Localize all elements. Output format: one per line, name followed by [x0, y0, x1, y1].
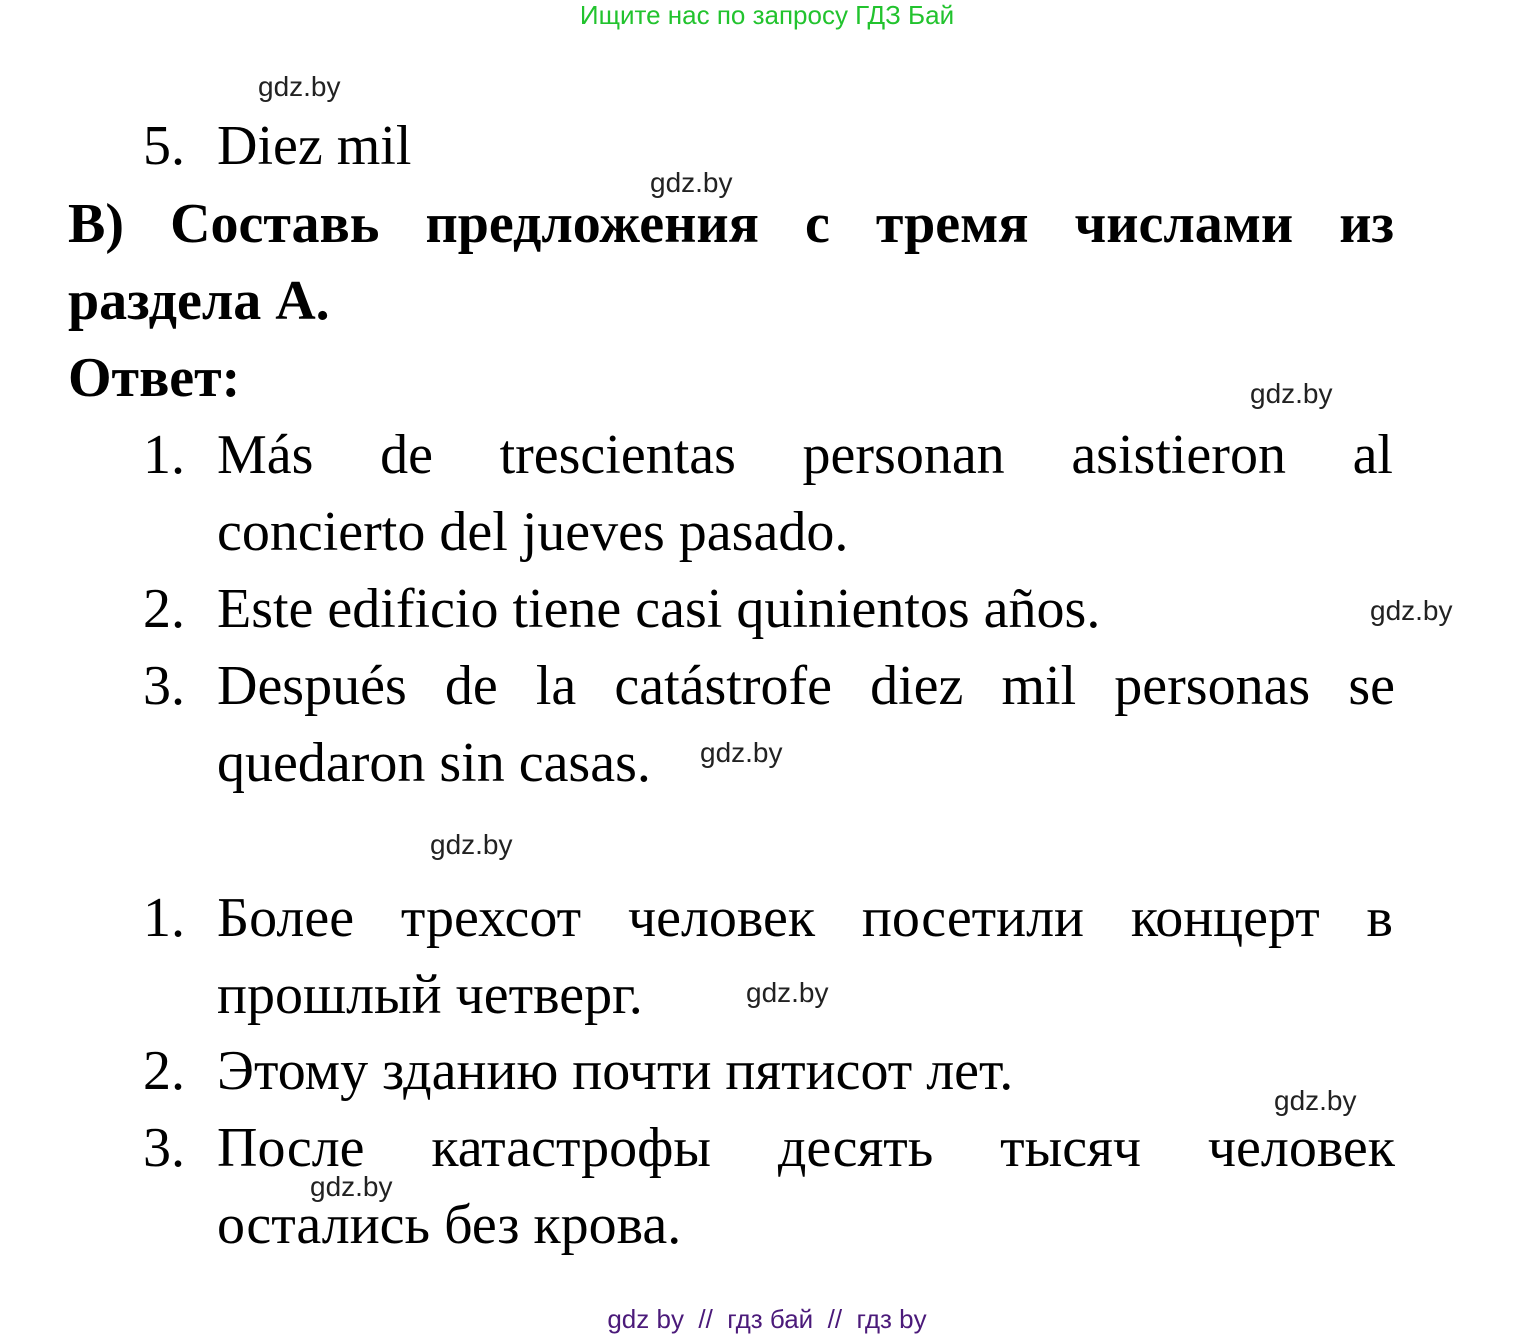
- russian-sentence-1-line2: прошлый четверг.: [217, 964, 643, 1026]
- spanish-sentence-2: Este edificio tiene casi quinientos años.: [217, 578, 1101, 640]
- spanish-sentence-3-line2: quedaron sin casas.: [217, 732, 651, 794]
- watermark: gdz.by: [310, 1171, 393, 1202]
- item-number: 2.: [143, 578, 185, 640]
- item-number: 1.: [143, 887, 185, 949]
- spanish-sentence-1-line2: concierto del jueves pasado.: [217, 501, 849, 563]
- footer-banner[interactable]: gdz by // гдз бай // гдз by: [607, 1304, 927, 1334]
- watermark: gdz.by: [700, 737, 783, 768]
- watermark: gdz.by: [650, 167, 733, 198]
- task-heading-line2: раздела А.: [68, 270, 330, 332]
- watermark: gdz.by: [258, 71, 341, 102]
- header-banner[interactable]: Ищите нас по запросу ГДЗ Бай: [579, 0, 955, 30]
- watermark: gdz.by: [746, 977, 829, 1008]
- russian-sentence-1-line1: Более трехсот человек посетили концерт в: [217, 887, 1393, 949]
- watermark: gdz.by: [1250, 378, 1333, 409]
- spanish-sentence-1-line1: Más de trescientas personan asistieron al: [217, 424, 1393, 486]
- watermark: gdz.by: [430, 829, 513, 860]
- russian-sentence-3-line1: После катастрофы десять тысяч человек: [217, 1117, 1395, 1179]
- russian-sentence-3-line2: остались без крова.: [217, 1194, 682, 1256]
- russian-sentence-2: Этому зданию почти пятисот лет.: [217, 1040, 1014, 1102]
- watermark: gdz.by: [1274, 1085, 1357, 1116]
- answer-label: Ответ:: [68, 347, 241, 409]
- item-number: 1.: [143, 424, 185, 486]
- item-number: 2.: [143, 1040, 185, 1102]
- item-text: Diez mil: [217, 115, 412, 177]
- item-number: 3.: [143, 655, 185, 717]
- spanish-sentence-3-line1: Después de la catástrofe diez mil personas se: [217, 655, 1395, 717]
- item-number: 3.: [143, 1117, 185, 1179]
- task-heading-line1: В) Составь предложения с тремя числами из: [68, 193, 1394, 255]
- watermark: gdz.by: [1370, 595, 1453, 626]
- item-number: 5.: [143, 115, 185, 177]
